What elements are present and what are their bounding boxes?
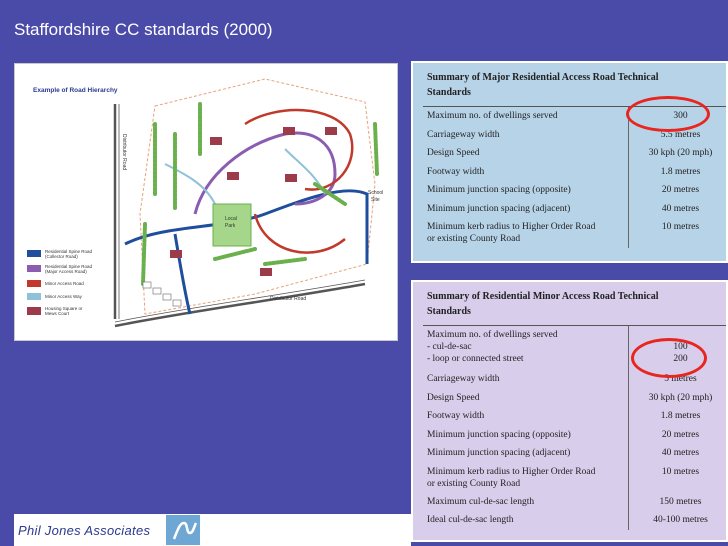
major-access-road-standards-table xyxy=(411,61,728,263)
minor-access-road-standards-table xyxy=(411,280,728,542)
brand-name: Phil Jones Associates xyxy=(18,523,151,538)
table-row: Maximum no. of dwellings served - cul-de-sac - loop or connected street 100 200 xyxy=(427,330,688,364)
table-row: Minimum junction spacing (adjacent) 40 metres xyxy=(427,448,700,458)
table-row: Footway width 1.8 metres xyxy=(427,166,701,177)
table-row: Footway width 1.8 metres xyxy=(427,411,701,421)
school-site-label: School xyxy=(368,190,384,196)
svg-text:Residential Spine Road: Residential Spine Road xyxy=(45,264,93,269)
table-row: Design Speed 30 kph (20 mph) xyxy=(427,148,713,158)
brand-logo-icon xyxy=(166,515,200,545)
svg-text:Local: Local xyxy=(225,216,237,222)
table-row: Maximum no. of dwellings served 300 xyxy=(427,111,688,121)
highlight-circle xyxy=(626,96,710,132)
footer-bar xyxy=(14,514,411,546)
table-row: Minimum junction spacing (opposite) 20 metres xyxy=(427,429,700,440)
table-row: Minimum junction spacing (opposite) 20 metres xyxy=(427,185,700,195)
map-legend xyxy=(27,249,93,316)
table-row: Carriageway width 5 metres xyxy=(427,374,697,384)
map-title: Example of Road Hierarchy xyxy=(33,87,118,94)
distributor-road-vertical-label: Distributor Road xyxy=(121,134,127,171)
svg-text:Site: Site xyxy=(371,197,380,203)
road-hierarchy-map xyxy=(14,63,398,341)
housing-blocks xyxy=(143,282,181,306)
distributor-road-bottom xyxy=(115,284,365,326)
svg-text:(Major Access Road): (Major Access Road) xyxy=(45,269,87,274)
table-row: Minimum kerb radius to Higher Order Road or existing County Road 10 metres xyxy=(427,466,700,489)
svg-text:(Collector Road): (Collector Road) xyxy=(45,254,78,259)
svg-text:Minor Access Way: Minor Access Way xyxy=(45,294,82,299)
table-row: Ideal cul-de-sac length 40-100 metres xyxy=(427,515,708,525)
minor-table-title: Summary of Residential Minor Access Road Technical Standards xyxy=(427,291,659,317)
table-row: Design Speed 30 kph (20 mph) xyxy=(427,392,713,403)
table-row: Carriageway width 5.5 metres xyxy=(427,129,701,140)
svg-text:Minor Access Road: Minor Access Road xyxy=(45,281,84,286)
table-row: Minimum kerb radius to Higher Order Road or existing County Road 10 metres xyxy=(427,222,700,244)
slide-title: Staffordshire CC standards (2000) xyxy=(14,20,273,39)
svg-text:Housing Square or: Housing Square or xyxy=(45,306,83,311)
road-hierarchy-drawing xyxy=(15,64,399,342)
svg-text:Park: Park xyxy=(225,223,236,229)
distributor-road-bottom-label: Distributor Road xyxy=(270,296,307,302)
table-row: Maximum cul-de-sac length 150 metres xyxy=(427,496,702,507)
table-row: Minimum junction spacing (adjacent) 40 metres xyxy=(427,203,700,214)
svg-text:Mews Court: Mews Court xyxy=(45,311,70,316)
highlight-circle xyxy=(631,338,707,378)
major-table-title: Summary of Major Residential Access Road Technical Standards xyxy=(427,72,659,98)
major-access-road xyxy=(195,133,335,214)
svg-text:Residential Spine Road: Residential Spine Road xyxy=(45,249,93,254)
